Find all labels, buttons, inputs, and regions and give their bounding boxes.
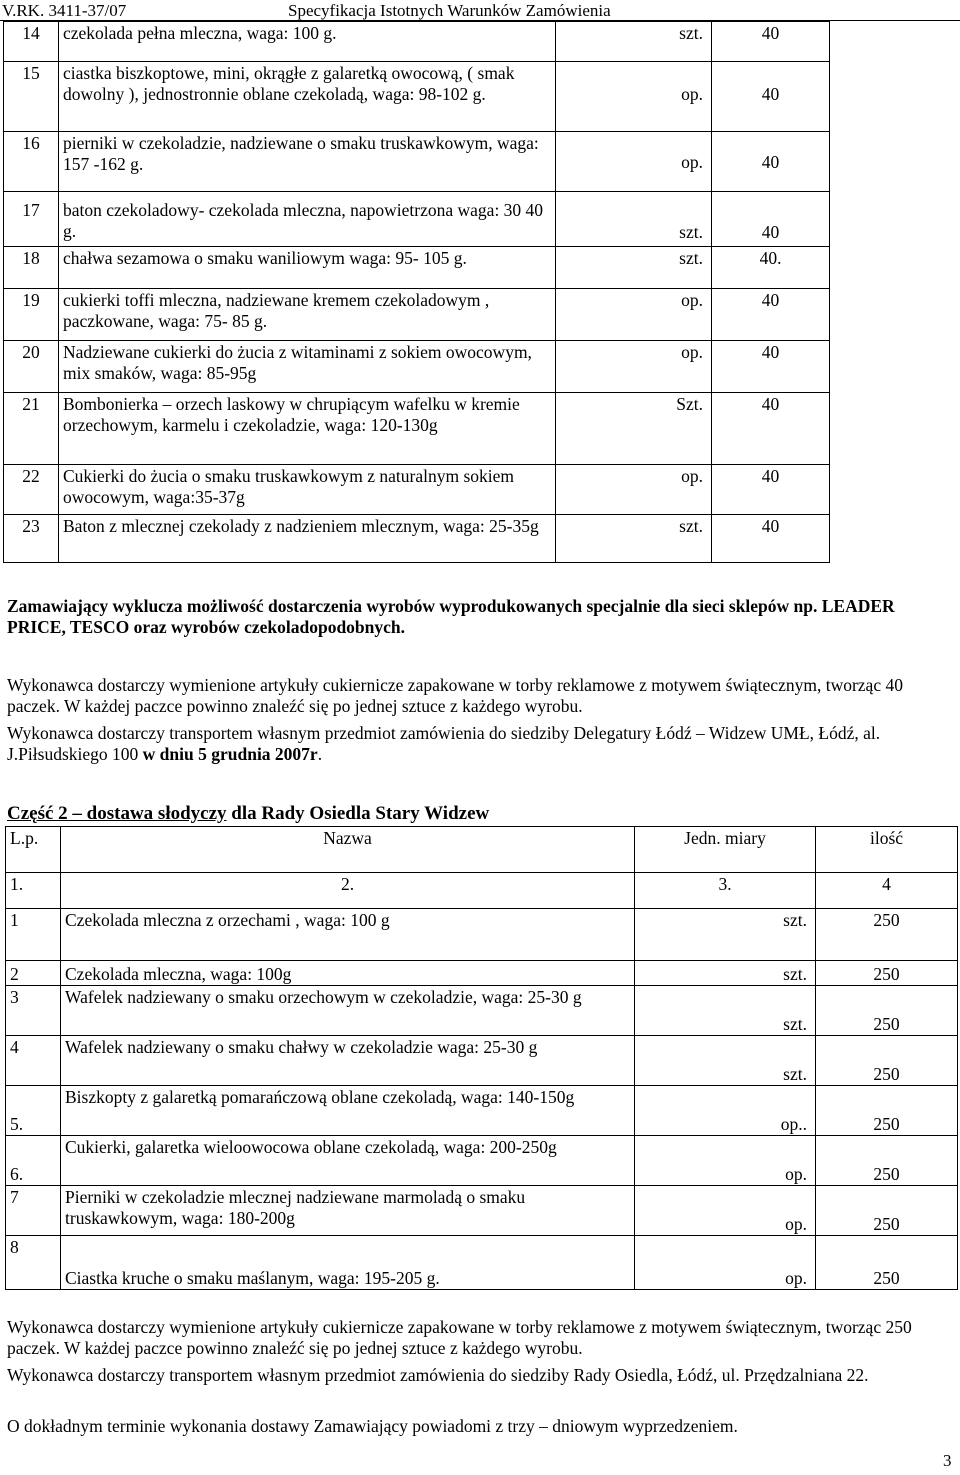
item-unit: op. — [635, 1186, 816, 1236]
table-row — [4, 132, 830, 192]
exclusion-note: Zamawiający wyklucza możliwość dostarczenia wyrobów wyprodukowanych specjalnie dla sieci sklepów np. LEADER PRICE, TESCO oraz wyrobów czekoladopodobnych. — [7, 596, 895, 637]
number-col1: 1. — [6, 873, 61, 909]
item-lp: 5. — [6, 1086, 61, 1136]
item-qty: 40 — [712, 132, 830, 192]
item-unit: op. — [556, 132, 712, 192]
items-table-part2 — [5, 826, 958, 1290]
delivery-notice-text: O dokładnym terminie wykonania dostawy Zamawiający powiadomi z trzy – dniowym wyprzedzeniem. — [7, 1416, 738, 1436]
item-name: Nadziewane cukierki do żucia z witaminami z sokiem owocowym, mix smaków, waga: 85-95g — [59, 341, 556, 393]
item-name: cukierki toffi mleczna, nadziewane kremem czekoladowym , paczkowane, waga: 75- 85 g. — [59, 289, 556, 341]
item-lp: 21 — [4, 393, 59, 465]
table-row — [6, 961, 958, 986]
table-row — [4, 465, 830, 515]
item-lp: 22 — [4, 465, 59, 515]
item-unit: op. — [556, 465, 712, 515]
delivery-destination-text — [7, 723, 957, 765]
item-name: Baton z mlecznej czekolady z nadzieniem mlecznym, waga: 25-35g — [59, 515, 556, 563]
item-unit: szt. — [635, 961, 816, 986]
item-qty: 250 — [816, 961, 958, 986]
section-title-rest: dla Rady Osiedla Stary Widzew — [226, 803, 490, 824]
header-lp: L.p. — [6, 827, 61, 873]
item-qty: 40. — [712, 247, 830, 289]
item-unit: szt. — [635, 909, 816, 961]
item-name: Cukierki do żucia o smaku truskawkowym z naturalnym sokiem owocowym, waga:35-37g — [59, 465, 556, 515]
item-qty: 40 — [712, 22, 830, 62]
item-lp: 23 — [4, 515, 59, 563]
item-lp: 18 — [4, 247, 59, 289]
item-name: ciastka biszkoptowe, mini, okrągłe z galaretką owocową, ( smak dowolny ), jednostronnie oblane czekoladą, waga: 98-102 g. — [59, 62, 556, 132]
table-row — [4, 192, 830, 247]
item-qty: 40 — [712, 341, 830, 393]
item-qty: 40 — [712, 465, 830, 515]
delivery-destination-main: Wykonawca dostarczy transportem własnym przedmiot zamówienia do siedziby Delegatury Łódź – Widzew UMŁ, Łódź, al. J.Piłsudskiego 100 — [7, 723, 881, 764]
item-name: Czekolada mleczna, waga: 100g — [61, 961, 635, 986]
number-col4: 4 — [816, 873, 958, 909]
table-header-row — [6, 827, 958, 873]
item-lp: 17 — [4, 192, 59, 247]
header-qty: ilość — [816, 827, 958, 873]
document-reference: V.RK. 3411-37/07 — [2, 1, 127, 20]
item-name: czekolada pełna mleczna, waga: 100 g. — [59, 22, 556, 62]
delivery-destination-end: . — [317, 744, 323, 764]
item-unit: op. — [556, 289, 712, 341]
item-name: Biszkopty z galaretką pomarańczową oblane czekoladą, waga: 140-150g — [61, 1086, 635, 1136]
item-name: Czekolada mleczna z orzechami , waga: 100 g — [61, 909, 635, 961]
item-lp: 19 — [4, 289, 59, 341]
item-qty: 250 — [816, 909, 958, 961]
table-row — [4, 515, 830, 563]
page-header — [0, 0, 960, 22]
item-name: baton czekoladowy- czekolada mleczna, napowietrzona waga: 30 40 g. — [59, 192, 556, 247]
item-lp: 4 — [6, 1036, 61, 1086]
item-name: Ciastka kruche o smaku maślanym, waga: 195-205 g. — [61, 1236, 635, 1290]
item-lp: 20 — [4, 341, 59, 393]
item-unit: szt. — [635, 1036, 816, 1086]
delivery-packaging-text-2: Wykonawca dostarczy wymienione artykuły cukiernicze zapakowane w torby reklamowe z motywem świątecznym, tworząc 250 paczek. W każdej paczce powinno znaleźć się po jednej sztuce z każdego wyrobu. — [7, 1317, 912, 1358]
table-row — [6, 1036, 958, 1086]
section-title — [7, 803, 489, 826]
item-lp: 6. — [6, 1136, 61, 1186]
item-unit: szt. — [556, 247, 712, 289]
item-lp: 7 — [6, 1186, 61, 1236]
item-qty: 40 — [712, 62, 830, 132]
item-lp: 8 — [6, 1236, 61, 1290]
table-row — [6, 1136, 958, 1186]
items-table-part1 — [3, 21, 830, 563]
item-qty: 250 — [816, 1086, 958, 1136]
item-unit: op. — [556, 62, 712, 132]
item-unit: op. — [635, 1136, 816, 1186]
number-col2: 2. — [61, 873, 635, 909]
item-name: Bombonierka – orzech laskowy w chrupiącym wafelku w kremie orzechowym, karmelu i czekoladzie, waga: 120-130g — [59, 393, 556, 465]
table-row — [6, 1236, 958, 1290]
table-row — [4, 289, 830, 341]
page-number: 3 — [943, 1451, 952, 1470]
item-qty: 250 — [816, 1036, 958, 1086]
table-numbering-row — [6, 873, 958, 909]
header-name: Nazwa — [61, 827, 635, 873]
document-title: Specyfikacja Istotnych Warunków Zamówienia — [288, 1, 611, 20]
item-qty: 40 — [712, 393, 830, 465]
delivery-date: w dniu 5 grudnia 2007r — [142, 744, 318, 764]
item-lp: 16 — [4, 132, 59, 192]
item-qty: 250 — [816, 1136, 958, 1186]
delivery-destination-text-2: Wykonawca dostarczy transportem własnym przedmiot zamówienia do siedziby Rady Osiedla, Łódź, ul. Przędzalniana 22. — [7, 1365, 869, 1385]
item-unit: op.. — [635, 1086, 816, 1136]
table-row — [6, 909, 958, 961]
table-row — [4, 62, 830, 132]
header-unit: Jedn. miary — [635, 827, 816, 873]
item-name: pierniki w czekoladzie, nadziewane o smaku truskawkowym, waga: 157 -162 g. — [59, 132, 556, 192]
table-row — [6, 1186, 958, 1236]
item-unit: szt. — [556, 22, 712, 62]
item-qty: 40 — [712, 515, 830, 563]
item-name: Wafelek nadziewany o smaku chałwy w czekoladzie waga: 25-30 g — [61, 1036, 635, 1086]
item-unit: op. — [556, 341, 712, 393]
item-qty: 40 — [712, 289, 830, 341]
item-name: Cukierki, galaretka wieloowocowa oblane czekoladą, waga: 200-250g — [61, 1136, 635, 1186]
item-lp: 15 — [4, 62, 59, 132]
item-qty: 250 — [816, 1186, 958, 1236]
table-row — [4, 393, 830, 465]
table-row — [4, 22, 830, 62]
item-lp: 2 — [6, 961, 61, 986]
table-row — [6, 1086, 958, 1136]
table-row — [4, 247, 830, 289]
delivery-packaging-text: Wykonawca dostarczy wymienione artykuły cukiernicze zapakowane w torby reklamowe z motywem świątecznym, tworząc 40 paczek. W każdej paczce powinno znaleźć się po jednej sztuce z każdego wyrobu. — [7, 675, 903, 716]
item-lp: 14 — [4, 22, 59, 62]
item-lp: 3 — [6, 986, 61, 1036]
item-name: chałwa sezamowa o smaku waniliowym waga: 95- 105 g. — [59, 247, 556, 289]
item-unit: Szt. — [556, 393, 712, 465]
item-unit: szt. — [635, 986, 816, 1036]
item-unit: szt. — [556, 515, 712, 563]
number-col3: 3. — [635, 873, 816, 909]
item-qty: 40 — [712, 192, 830, 247]
item-name: Pierniki w czekoladzie mlecznej nadziewane marmoladą o smaku truskawkowym, waga: 180-200g — [61, 1186, 635, 1236]
item-qty: 250 — [816, 986, 958, 1036]
item-name: Wafelek nadziewany o smaku orzechowym w czekoladzie, waga: 25-30 g — [61, 986, 635, 1036]
section-title-underlined: Część 2 – dostawa słodyczy — [7, 803, 227, 824]
table-row — [4, 341, 830, 393]
item-unit: op. — [635, 1236, 816, 1290]
item-lp: 1 — [6, 909, 61, 961]
item-qty: 250 — [816, 1236, 958, 1290]
item-unit: szt. — [556, 192, 712, 247]
table-row — [6, 986, 958, 1036]
